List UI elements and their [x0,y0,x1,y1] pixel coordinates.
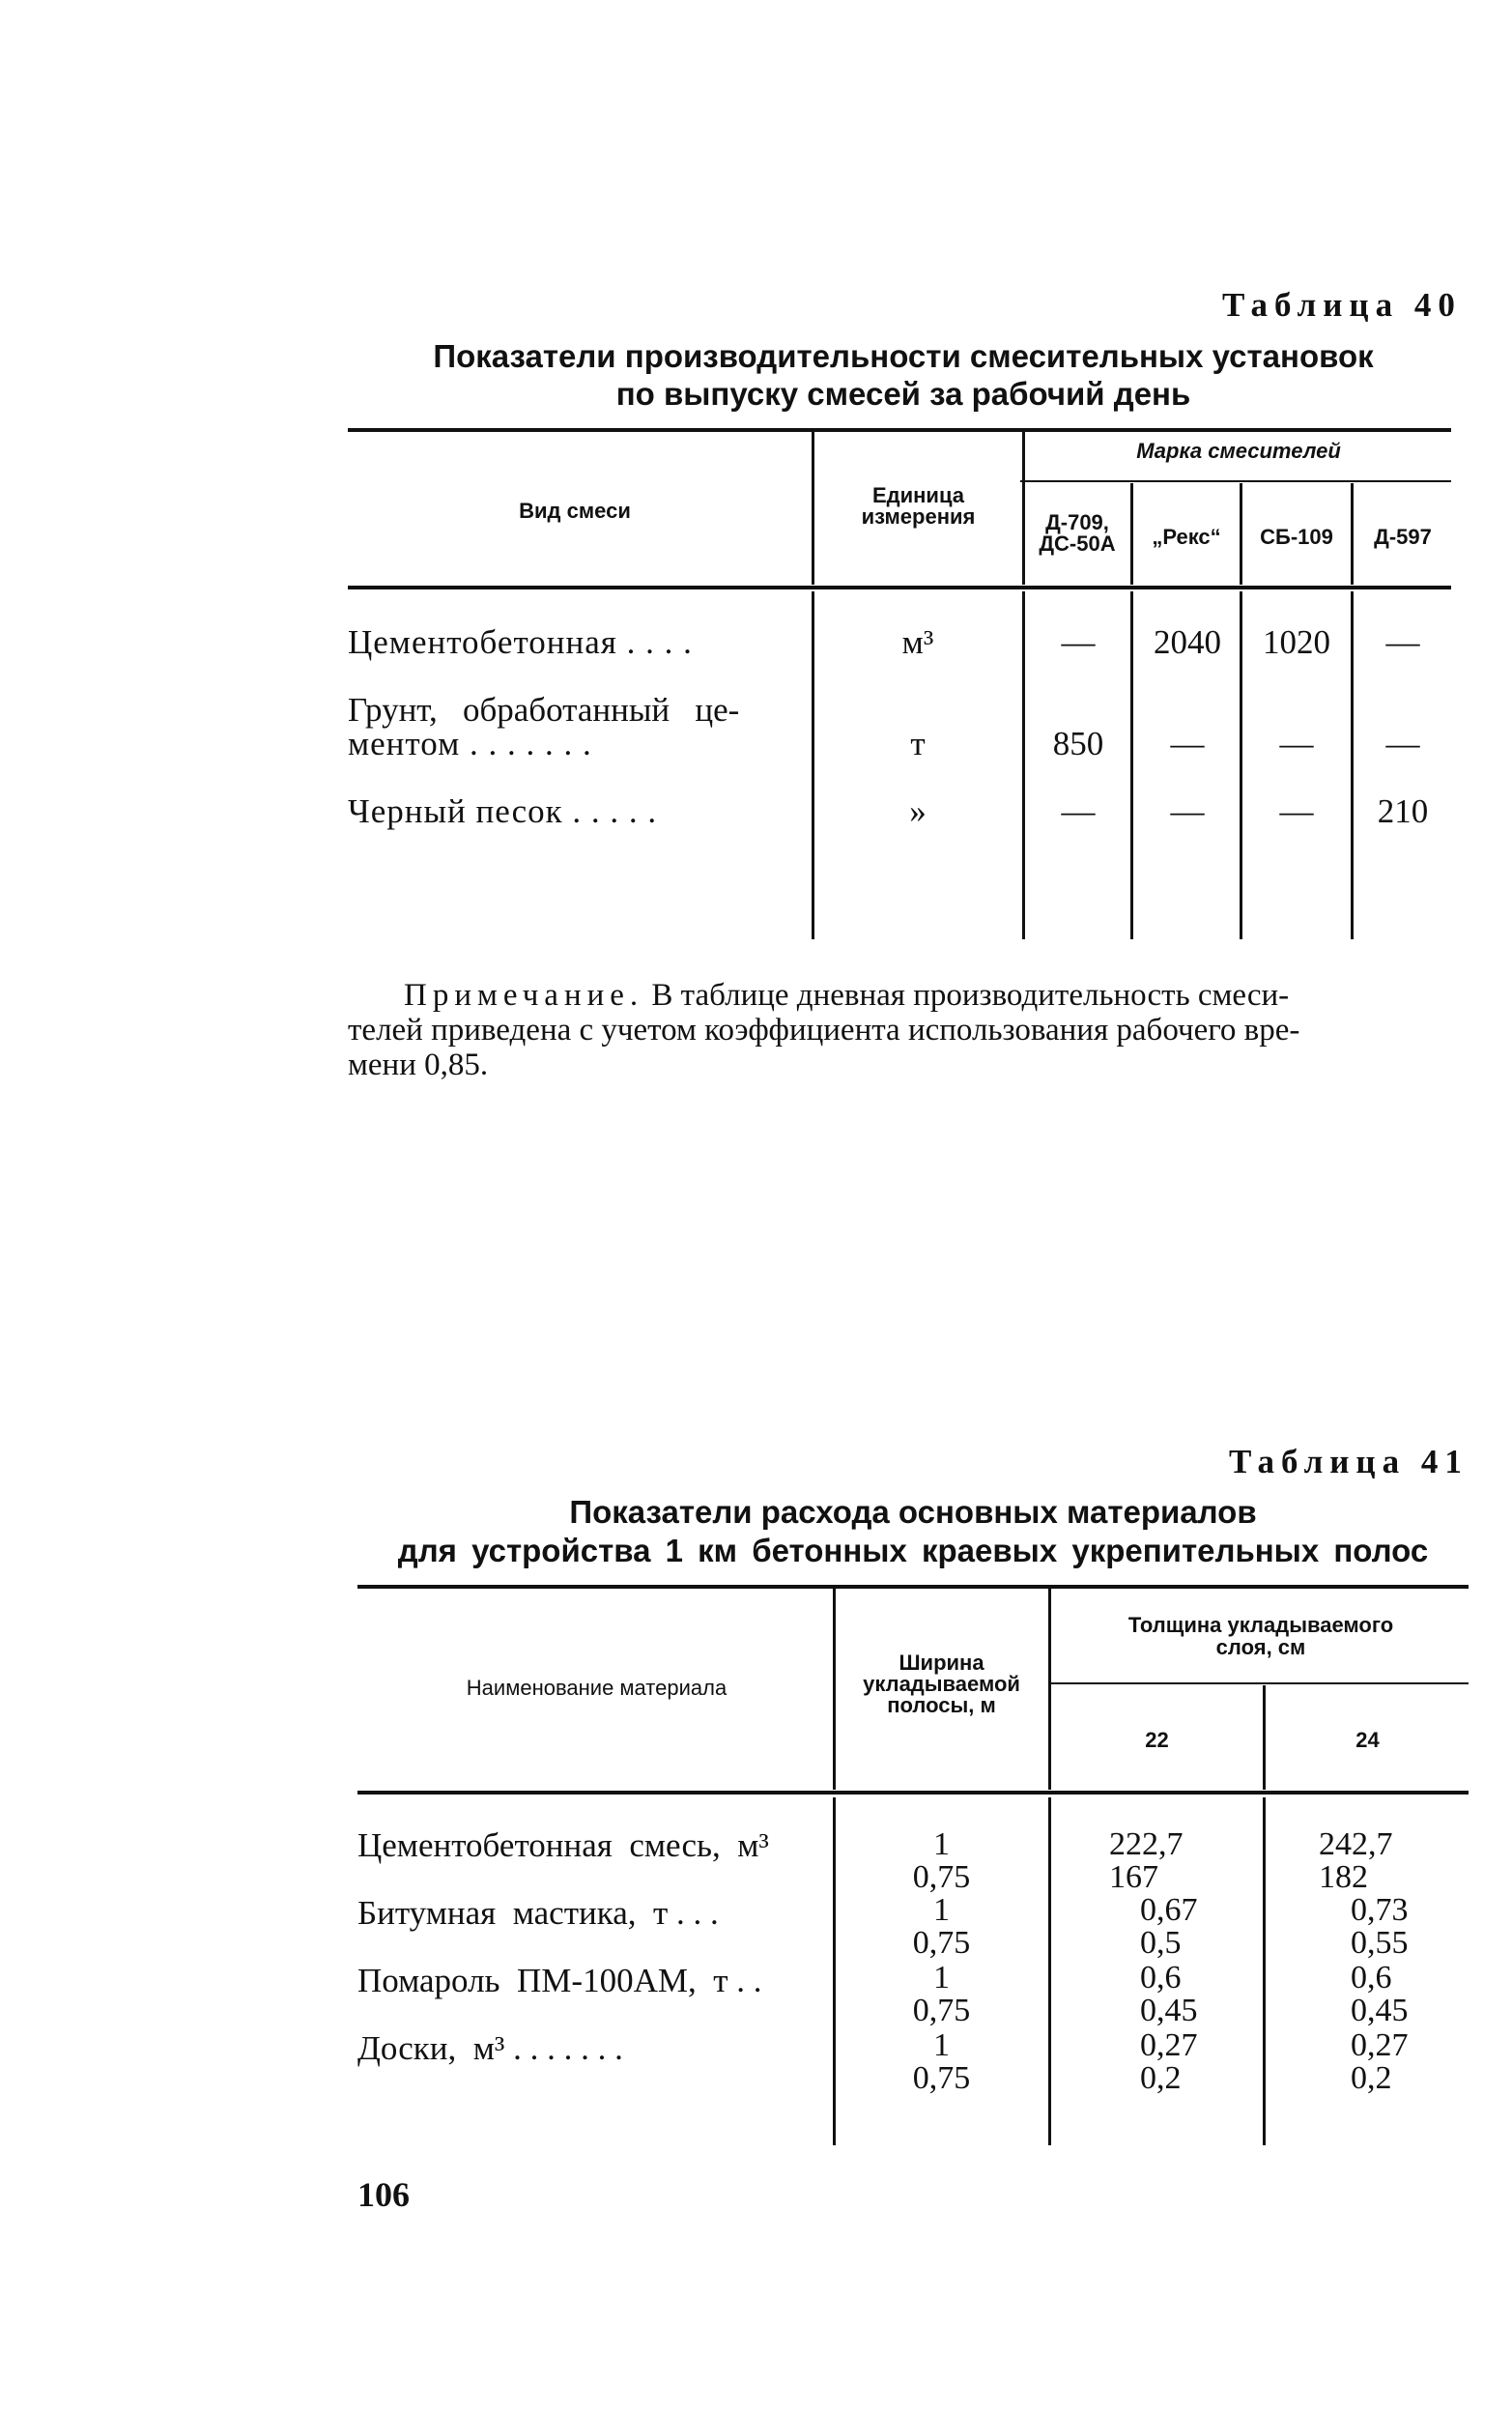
table40-vline-3 [1130,483,1133,585]
table41-thickness-rule [1051,1682,1469,1684]
table41-row1-name: Цементобетонная смесь, м³ [357,1826,769,1864]
table41-row4-b1: 0,27 [1351,2027,1409,2063]
table40-brand-rule [1020,480,1451,482]
table41-row4-name: Доски, м³ . . . . . . . [357,2029,623,2067]
table40-row1-reks: 2040 [1154,623,1221,661]
table41-row2-t24 [1351,1894,1409,1960]
note-label: Примечание. [404,978,644,1013]
table41-header-width-line3: полосы, м [887,1693,996,1717]
table41-row1-a2: 167 [1109,1859,1158,1895]
table40-header-brand-group: Марка смесителей [1136,439,1341,463]
table40-row2-reks: — [1170,725,1205,762]
table40-vline-2 [1022,432,1025,585]
table40-header-unit-line2: измерения [861,504,976,529]
table40-row2-name-line2: ментом . . . . . . . [348,725,592,762]
table41-row2-name: Битумная мастика, т . . . [357,1894,719,1932]
table41-row1-w2: 0,75 [912,1859,971,1895]
table40-vline-3b [1130,591,1133,939]
page-number: 106 [357,2175,410,2214]
table41-header-width-line2: укладываемой [863,1672,1020,1696]
table41-vline-2 [1048,1589,1051,1790]
table40-vline-1b [812,591,814,939]
table40-header-brand2: „Рекс“ [1152,525,1221,549]
table41-header-material: Наименование материала [466,1676,727,1700]
table41-row4-width [837,2029,1046,2095]
table41-row1-a1: 222,7 [1109,1826,1184,1862]
table40-top-rule [348,428,1451,432]
table41-vline-1b [833,1797,836,2145]
table41-row3-t22 [1140,1962,1198,2027]
table41-row3-w2: 0,75 [912,1993,971,2028]
table41-row2-a1: 0,67 [1140,1892,1198,1928]
table40-row1-d597: — [1385,623,1420,661]
table40-row3-reks: — [1170,792,1205,830]
table41-row4-b2: 0,2 [1351,2060,1392,2096]
table41-row1-b1: 242,7 [1319,1826,1393,1862]
table41-vline-3 [1263,1685,1266,1790]
table41-row2-w2: 0,75 [912,1925,971,1961]
table40-row2-sb109: — [1279,725,1314,762]
table40-vline-4 [1240,483,1242,585]
table41-row1-t24 [1319,1828,1393,1894]
table40-row2-d597: — [1385,725,1420,762]
table41-row3-t24 [1351,1962,1409,2027]
table41-row3-name: Помароль ПМ-100АМ, т . . [357,1962,762,1999]
table40-header-brand3: СБ-109 [1260,525,1333,549]
table41-row2-a2: 0,5 [1140,1925,1182,1961]
note-text-line1: В таблице дневная производительность смеси- [643,978,1290,1013]
table40-row1-unit: м³ [901,623,934,661]
table41-row3-b1: 0,6 [1351,1960,1392,1996]
table40-header-kind: Вид смеси [519,499,631,523]
table40-title-line2: по выпуску смесей за рабочий день [615,376,1191,412]
table40-header-brand1-line2: ДС-50А [1039,531,1116,556]
table41-row3-a2: 0,45 [1140,1993,1198,2028]
table41-row2-t22 [1140,1894,1198,1960]
table41-row3-a1: 0,6 [1140,1960,1182,1996]
table41-header-t22: 22 [1145,1728,1169,1752]
table41-row2-width [837,1894,1046,1960]
table40-vline-1 [812,432,814,585]
table41-title-line1: Показатели расхода основных материалов [569,1494,1257,1530]
table40-caption: Таблица 40 [1222,286,1462,324]
table41-vline-1 [833,1589,836,1790]
table40-note-line3: мени 0,85. [348,1048,489,1082]
table40-note-line1 [404,978,1289,1013]
table41-row4-w2: 0,75 [912,2060,971,2096]
table41-row4-a2: 0,2 [1140,2060,1182,2096]
table41-top-rule [357,1585,1469,1589]
table40-row3-sb109: — [1279,792,1314,830]
table41-row3-b2: 0,45 [1351,1993,1409,2028]
table41-row1-w1: 1 [933,1826,950,1862]
table41-row2-b1: 0,73 [1351,1892,1409,1928]
table41-row2-b2: 0,55 [1351,1925,1409,1961]
table41-header-thickness-line2: слоя, см [1215,1635,1306,1659]
table41-header-thickness-line1: Толщина укладываемого [1127,1613,1394,1637]
table40-row2-name-line1: Грунт, обработанный це- [348,691,740,729]
table41-row1-b2: 182 [1319,1859,1368,1895]
table40-header-rule [348,586,1451,589]
table41-vline-2b [1048,1797,1051,2145]
table40-vline-2b [1022,591,1025,939]
table41-row4-a1: 0,27 [1140,2027,1198,2063]
table41-row1-width [837,1828,1046,1894]
table41-row4-t22 [1140,2029,1198,2095]
table40-row3-d709: — [1061,792,1096,830]
table40-row3-d597: 210 [1377,792,1429,830]
table40-vline-5 [1351,483,1354,585]
table41-row1-t22 [1109,1828,1184,1894]
table40-row3-unit: » [909,792,927,830]
table40-row1-d709: — [1061,623,1096,661]
table40-row3-name: Черный песок . . . . . [348,792,658,830]
table40-title-line1: Показатели производительности смесительных установок [433,338,1374,374]
table41-header-width-line1: Ширина [899,1651,984,1675]
table40-header-brand4: Д-597 [1374,525,1432,549]
table41-caption: Таблица 41 [1229,1443,1469,1480]
table41-row3-width [837,1962,1046,2027]
table41-header-t24: 24 [1355,1728,1380,1752]
table40-vline-5b [1351,591,1354,939]
table41-header-rule [357,1791,1469,1795]
table40-note-line2: телей приведена с учетом коэффициента использования рабочего вре- [348,1013,1300,1048]
table41-vline-3b [1263,1797,1266,2145]
table41-title-line2: для устройства 1 км бетонных краевых укрепительных полос [397,1533,1429,1568]
table40-row2-d709: 850 [1052,725,1104,762]
table40-header-brand1-line1: Д-709, [1045,510,1109,534]
table40-header-unit-line1: Единица [871,483,964,507]
table41-row3-w1: 1 [933,1960,950,1996]
table40-row1-sb109: 1020 [1263,623,1330,661]
table40-row1-name: Цементобетонная . . . . [348,623,693,661]
table41-row4-w1: 1 [933,2027,950,2063]
table41-row4-t24 [1351,2029,1409,2095]
table40-row2-unit: т [910,725,926,762]
table41-row2-w1: 1 [933,1892,950,1928]
